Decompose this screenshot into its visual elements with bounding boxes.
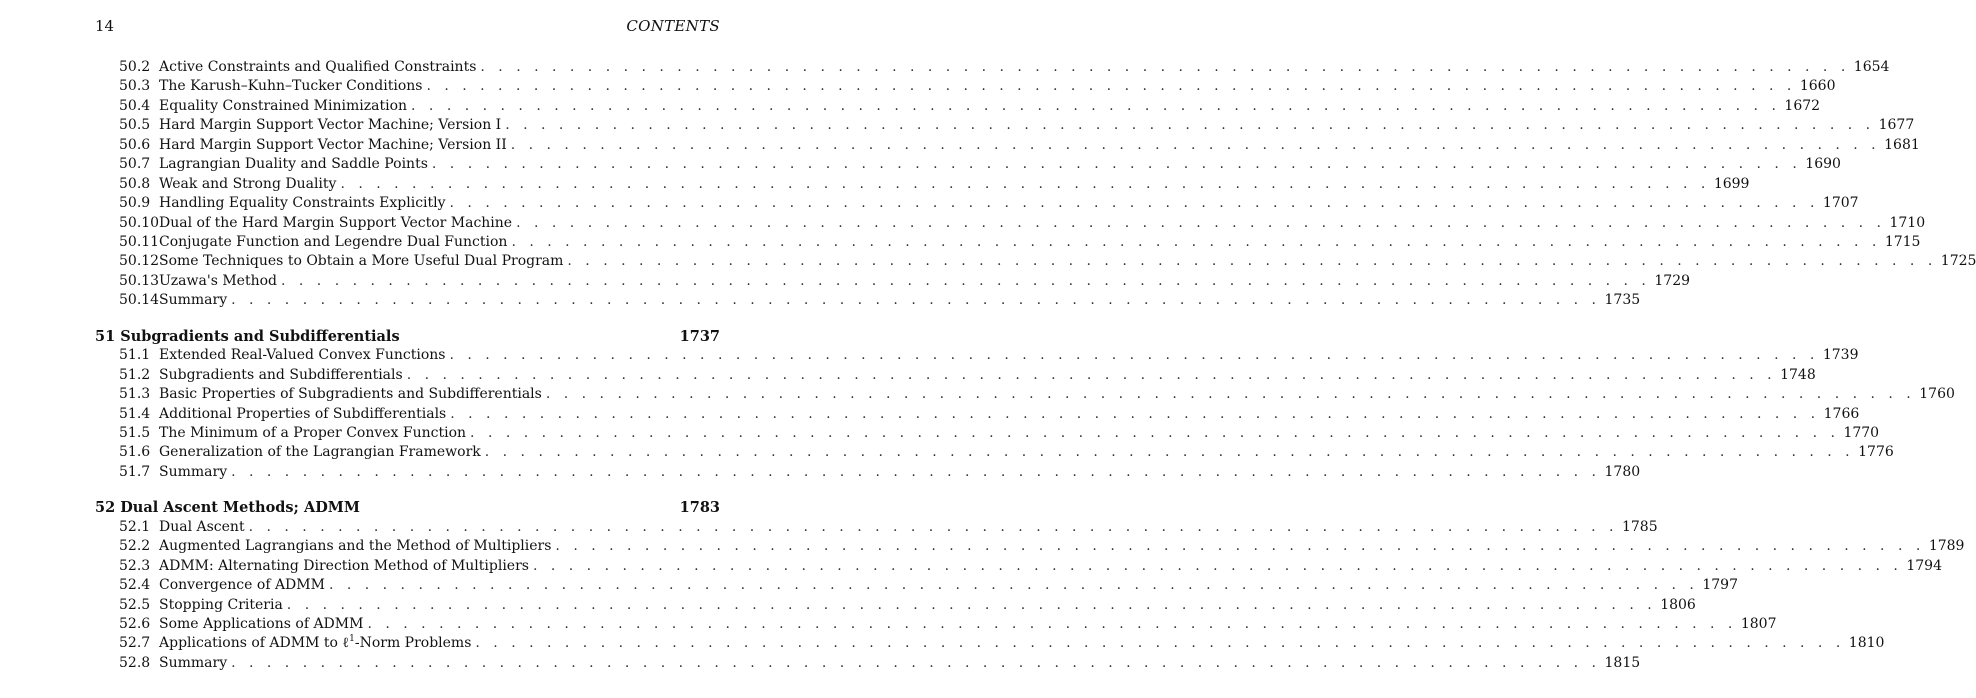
section-number: 52.7: [119, 635, 151, 652]
title-prefix: Applications of ADMM to: [159, 635, 343, 652]
section-number: 51.5: [119, 424, 151, 441]
toc-entry[interactable]: [95, 385, 1955, 404]
section-page: 1690: [1805, 156, 1841, 173]
toc-entry[interactable]: [95, 77, 1836, 96]
toc-entry[interactable]: [95, 136, 1920, 155]
dot-leader: . . . . . . . . . . . . . . . . . . . . . . . . . . . . . . . . . . . . . . . . . . . . . . . . . . . . . . . . . . . . . . . . . . . . . . . . . . . . .: [248, 518, 1618, 535]
section-title: Subgradients and Subdifferentials: [159, 366, 403, 383]
section-title: ADMM: Alternating Direction Method of Multipliers: [159, 557, 529, 574]
section-title: Lagrangian Duality and Saddle Points: [159, 156, 428, 173]
dot-leader: . . . . . . . . . . . . . . . . . . . . . . . . . . . . . . . . . . . . . . . . . . . . . . . . . . . . . . . . . . . . . . . . . . . . . . . . . . . . .: [470, 424, 1840, 441]
dot-leader: . . . . . . . . . . . . . . . . . . . . . . . . . . . . . . . . . . . . . . . . . . . . . . . . . . . . . . . . . . . . . . . . . . . . . . . . . . . . .: [480, 59, 1850, 75]
section-page: 1785: [1621, 518, 1658, 535]
section-page: 1748: [1780, 366, 1816, 383]
toc-entry[interactable]: [95, 615, 1777, 634]
dot-leader: . . . . . . . . . . . . . . . . . . . . . . . . . . . . . . . . . . . . . . . . . . . . . . . . . . . . . . . . . . . . . . . . . . . . . . . . . . . . .: [411, 97, 1781, 114]
section-page: 1699: [1713, 175, 1750, 192]
section-page: 1660: [1799, 78, 1836, 95]
chapter-title: 51 Subgradients and Subdifferentials: [95, 327, 400, 345]
ell-symbol: ℓ: [342, 635, 350, 652]
section-number: 50.10: [119, 214, 160, 231]
title-suffix: -Norm Problems: [354, 635, 472, 652]
section-page: 1654: [1853, 59, 1890, 75]
section-number: 50.13: [119, 272, 160, 289]
dot-leader: . . . . . . . . . . . . . . . . . . . . . . . . . . . . . . . . . . . . . . . . . . . . . . . . . . . . . . . . . . . . . . . . . . . . . . . . . . . . .: [231, 292, 1601, 309]
section-page: 1739: [1822, 347, 1859, 364]
section-title: Dual of the Hard Margin Support Vector Machine: [159, 214, 513, 231]
section-number: 50.7: [119, 156, 151, 173]
section-page: 1677: [1878, 117, 1915, 134]
section-title: Summary: [159, 654, 228, 671]
section-page: 1815: [1604, 654, 1641, 671]
toc-entry[interactable]: [95, 518, 1658, 537]
section-title: Active Constraints and Qualified Constraints: [159, 59, 477, 75]
section-number: 51.3: [119, 386, 151, 403]
toc-group-chapter-52: [95, 498, 1965, 673]
section-number: 52.2: [119, 538, 151, 555]
toc-entry[interactable]: [95, 214, 1926, 233]
section-number: 52.1: [119, 518, 151, 535]
superscript-one: 1: [349, 634, 355, 645]
section-number: 51.7: [119, 463, 151, 480]
toc-entry[interactable]: [95, 97, 1821, 116]
section-number: 50.4: [119, 97, 151, 114]
toc-entry[interactable]: [95, 272, 1691, 291]
toc-entry[interactable]: [95, 116, 1915, 135]
section-page: 1735: [1604, 292, 1641, 309]
section-page: 1810: [1848, 635, 1885, 652]
dot-leader: . . . . . . . . . . . . . . . . . . . . . . . . . . . . . . . . . . . . . . . . . . . . . . . . . . . . . . . . . . . . . . . . . . . . . . . . . . . . .: [449, 195, 1819, 212]
toc-entry[interactable]: [95, 58, 1890, 77]
section-page: 1710: [1889, 214, 1926, 231]
dot-leader: . . . . . . . . . . . . . . . . . . . . . . . . . . . . . . . . . . . . . . . . . . . . . . . . . . . . . . . . . . . . . . . . . . . . . . . . . . . . .: [532, 557, 1903, 574]
section-number: 52.6: [119, 615, 151, 632]
section-number: 51.2: [119, 366, 151, 383]
section-title: Dual Ascent: [159, 518, 245, 535]
section-number: 50.11: [119, 233, 160, 250]
dot-leader: . . . . . . . . . . . . . . . . . . . . . . . . . . . . . . . . . . . . . . . . . . . . . . . . . . . . . . . . . . . . . . . . . . . . . . . . . . . . .: [516, 214, 1886, 231]
dot-leader: . . . . . . . . . . . . . . . . . . . . . . . . . . . . . . . . . . . . . . . . . . . . . . . . . . . . . . . . . . . . . . . . . . . . . . . . . . . . .: [406, 366, 1777, 383]
toc-entry[interactable]: [95, 634, 1885, 653]
toc-entry[interactable]: [95, 557, 1942, 576]
section-title: Some Applications of ADMM: [159, 615, 364, 632]
section-title: Weak and Strong Duality: [159, 175, 337, 192]
dot-leader: . . . . . . . . . . . . . . . . . . . . . . . . . . . . . . . . . . . . . . . . . . . . . . . . . . . . . . . . . . . . . . . . . . . . . . . . . . . . .: [511, 233, 1881, 250]
section-page: 1725: [1940, 253, 1976, 270]
section-number: 52.8: [119, 654, 151, 671]
section-title: Some Techniques to Obtain a More Useful Dual Program: [159, 253, 564, 270]
running-head: CONTENTS: [626, 17, 720, 35]
dot-leader: . . . . . . . . . . . . . . . . . . . . . . . . . . . . . . . . . . . . . . . . . . . . . . . . . . . . . . . . . . . . . . . . . . . . . . . . . . . . .: [545, 386, 1916, 403]
toc-entry[interactable]: [95, 291, 1641, 310]
chapter-entry[interactable]: [95, 327, 720, 347]
dot-leader: . . . . . . . . . . . . . . . . . . . . . . . . . . . . . . . . . . . . . . . . . . . . . . . . . . . . . . . . . . . . . . . . . . . . . . . . . . . . .: [281, 272, 1651, 289]
toc-entry[interactable]: [95, 537, 1965, 556]
dot-leader: . . . . . . . . . . . . . . . . . . . . . . . . . . . . . . . . . . . . . . . . . . . . . . . . . . . . . . . . . . . . . . . . . . . . . . . . . . . . .: [510, 136, 1881, 153]
section-page: 1729: [1654, 272, 1691, 289]
section-page: 1797: [1702, 577, 1738, 594]
dot-leader: . . . . . . . . . . . . . . . . . . . . . . . . . . . . . . . . . . . . . . . . . . . . . . . . . . . . . . . . . . . . . . . . . . . . . . . . . . . . .: [431, 156, 1802, 173]
section-number: 52.4: [119, 577, 151, 594]
toc-entry[interactable]: [95, 194, 1859, 213]
dot-leader: . . . . . . . . . . . . . . . . . . . . . . . . . . . . . . . . . . . . . . . . . . . . . . . . . . . . . . . . . . . . . . . . . . . . . . . . . . . . .: [231, 654, 1601, 671]
toc-entry[interactable]: [95, 576, 1738, 595]
dot-leader: . . . . . . . . . . . . . . . . . . . . . . . . . . . . . . . . . . . . . . . . . . . . . . . . . . . . . . . . . . . . . . . . . . . . . . . . . . . . .: [449, 347, 1819, 364]
toc-entry[interactable]: [95, 405, 1860, 424]
page-header: [95, 16, 720, 36]
chapter-page: 1783: [679, 499, 720, 517]
toc-entry[interactable]: [95, 175, 1750, 194]
dot-leader: . . . . . . . . . . . . . . . . . . . . . . . . . . . . . . . . . . . . . . . . . . . . . . . . . . . . . . . . . . . . . . . . . . . . . . . . . . . . .: [426, 78, 1796, 95]
section-number: 50.9: [119, 195, 151, 212]
section-title: Generalization of the Lagrangian Framework: [159, 444, 481, 461]
toc-entry[interactable]: [95, 463, 1641, 482]
dot-leader: . . . . . . . . . . . . . . . . . . . . . . . . . . . . . . . . . . . . . . . . . . . . . . . . . . . . . . . . . . . . . . . . . . . . . . . . . . . . .: [475, 635, 1845, 652]
toc-entry[interactable]: [95, 252, 1976, 271]
page-number: 14: [95, 17, 115, 35]
section-title: Conjugate Function and Legendre Dual Function: [159, 233, 508, 250]
section-title: Extended Real-Valued Convex Functions: [159, 347, 446, 364]
section-page: 1794: [1906, 557, 1942, 574]
toc-group-chapter-50: [95, 58, 1976, 311]
section-number: 52.5: [119, 596, 151, 613]
section-page: 1770: [1843, 424, 1880, 441]
section-title: Additional Properties of Subdifferentials: [159, 405, 447, 422]
toc-entry[interactable]: [95, 366, 1816, 385]
toc-entry[interactable]: [95, 654, 1641, 673]
section-page: 1776: [1858, 444, 1894, 461]
section-page: 1807: [1740, 615, 1777, 632]
section-page: 1780: [1604, 463, 1641, 480]
section-page: 1806: [1660, 596, 1696, 613]
section-number: 50.12: [119, 253, 160, 270]
section-title: Summary: [159, 463, 228, 480]
toc-entry[interactable]: [95, 424, 1880, 443]
dot-leader: . . . . . . . . . . . . . . . . . . . . . . . . . . . . . . . . . . . . . . . . . . . . . . . . . . . . . . . . . . . . . . . . . . . . . . . . . . . . .: [231, 463, 1601, 480]
dot-leader: . . . . . . . . . . . . . . . . . . . . . . . . . . . . . . . . . . . . . . . . . . . . . . . . . . . . . . . . . . . . . . . . . . . . . . . . . . . . .: [555, 538, 1925, 555]
section-number: 50.5: [119, 117, 151, 134]
section-title: Hard Margin Support Vector Machine; Version II: [159, 136, 507, 153]
table-of-contents: [95, 58, 1976, 673]
section-page: 1672: [1784, 97, 1821, 114]
dot-leader: . . . . . . . . . . . . . . . . . . . . . . . . . . . . . . . . . . . . . . . . . . . . . . . . . . . . . . . . . . . . . . . . . . . . . . . . . . . . .: [328, 577, 1699, 594]
section-page: 1681: [1884, 136, 1920, 153]
section-number: 51.4: [119, 405, 151, 422]
dot-leader: . . . . . . . . . . . . . . . . . . . . . . . . . . . . . . . . . . . . . . . . . . . . . . . . . . . . . . . . . . . . . . . . . . . . . . . . . . . . .: [484, 444, 1855, 461]
dot-leader: . . . . . . . . . . . . . . . . . . . . . . . . . . . . . . . . . . . . . . . . . . . . . . . . . . . . . . . . . . . . . . . . . . . . . . . . . . . . .: [286, 596, 1657, 613]
section-number: 50.6: [119, 136, 151, 153]
section-number: 51.6: [119, 444, 151, 461]
section-number: 50.3: [119, 78, 151, 95]
section-number: 52.3: [119, 557, 151, 574]
chapter-entry[interactable]: [95, 498, 720, 518]
section-title: The Minimum of a Proper Convex Function: [159, 424, 467, 441]
section-title: Convergence of ADMM: [159, 577, 325, 594]
dot-leader: . . . . . . . . . . . . . . . . . . . . . . . . . . . . . . . . . . . . . . . . . . . . . . . . . . . . . . . . . . . . . . . . . . . . . . . . . . . . .: [505, 117, 1875, 134]
dot-leader: . . . . . . . . . . . . . . . . . . . . . . . . . . . . . . . . . . . . . . . . . . . . . . . . . . . . . . . . . . . . . . . . . . . . . . . . . . . . .: [567, 253, 1937, 270]
section-title: [159, 634, 471, 653]
section-page: 1789: [1928, 538, 1965, 555]
section-page: 1760: [1919, 386, 1955, 403]
section-title: Hard Margin Support Vector Machine; Version I: [159, 117, 502, 134]
chapter-page: 1737: [679, 327, 720, 345]
section-title: The Karush–Kuhn–Tucker Conditions: [159, 78, 423, 95]
toc-entry[interactable]: [95, 596, 1696, 615]
section-title: Basic Properties of Subgradients and Subdifferentials: [159, 386, 542, 403]
toc-entry[interactable]: [95, 346, 1859, 365]
dot-leader: . . . . . . . . . . . . . . . . . . . . . . . . . . . . . . . . . . . . . . . . . . . . . . . . . . . . . . . . . . . . . . . . . . . . . . . . . . . . .: [450, 405, 1820, 422]
section-title: Uzawa's Method: [159, 272, 277, 289]
dot-leader: . . . . . . . . . . . . . . . . . . . . . . . . . . . . . . . . . . . . . . . . . . . . . . . . . . . . . . . . . . . . . . . . . . . . . . . . . . . . .: [367, 615, 1737, 632]
section-number: 50.2: [119, 59, 151, 75]
section-number: 50.14: [119, 292, 160, 309]
dot-leader: . . . . . . . . . . . . . . . . . . . . . . . . . . . . . . . . . . . . . . . . . . . . . . . . . . . . . . . . . . . . . . . . . . . . . . . . . . . . .: [340, 175, 1710, 192]
section-title: Augmented Lagrangians and the Method of Multipliers: [159, 538, 552, 555]
toc-entry[interactable]: [95, 443, 1894, 462]
section-title: Equality Constrained Minimization: [159, 97, 408, 114]
section-page: 1715: [1884, 233, 1921, 250]
chapter-title: 52 Dual Ascent Methods; ADMM: [95, 499, 360, 517]
section-title: Summary: [159, 292, 228, 309]
section-number: 50.8: [119, 175, 151, 192]
section-number: 51.1: [119, 347, 151, 364]
toc-entry[interactable]: [95, 233, 1921, 252]
section-page: 1707: [1822, 195, 1859, 212]
toc-entry[interactable]: [95, 155, 1841, 174]
section-title: Handling Equality Constraints Explicitly: [159, 195, 446, 212]
toc-group-chapter-51: [95, 327, 1955, 483]
section-title: Stopping Criteria: [159, 596, 283, 613]
section-page: 1766: [1823, 405, 1860, 422]
